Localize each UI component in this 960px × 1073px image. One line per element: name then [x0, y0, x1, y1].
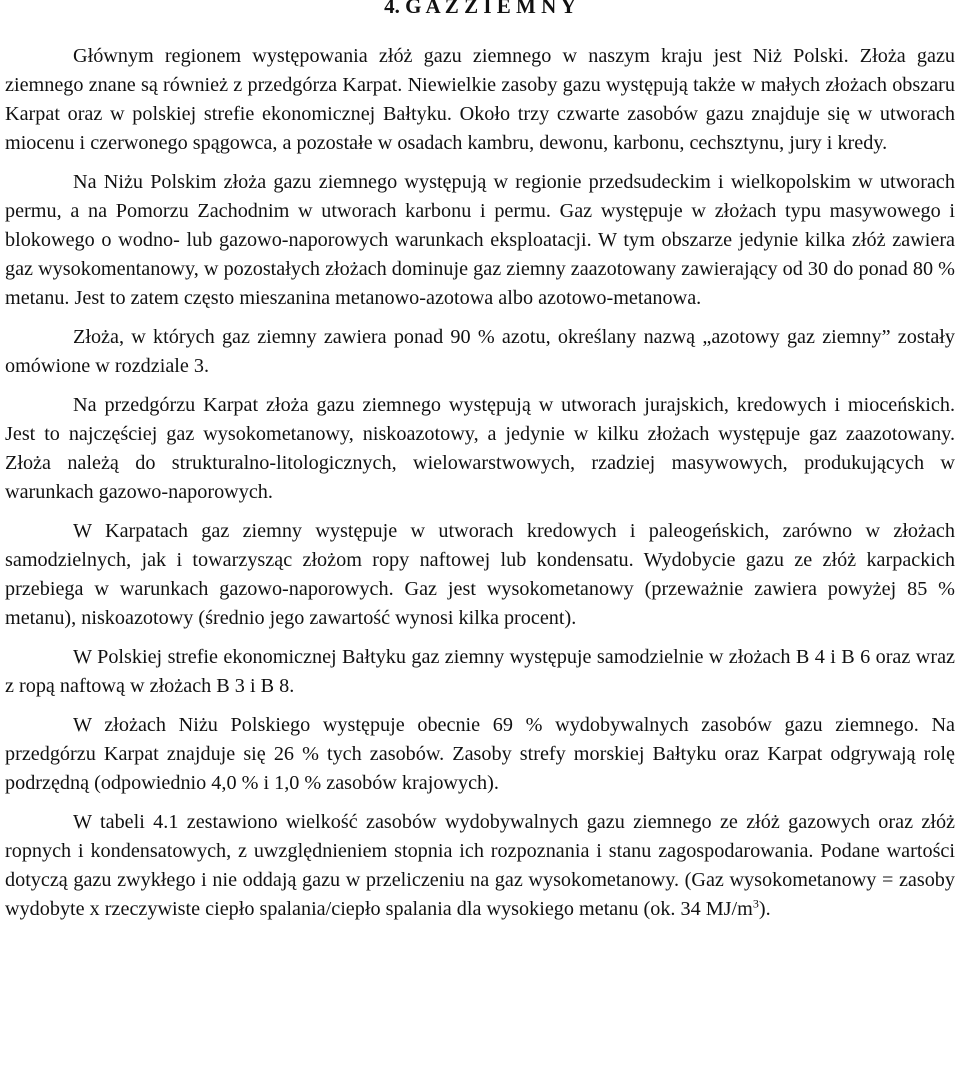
paragraph-7: W złożach Niżu Polskiego występuje obecnie 69 % wydobywalnych zasobów gazu ziemnego. Na przedgórzu Karpat znajduje się 26 % tych zasobów. Zasoby strefy morskiej Bałtyku oraz Karpat odgrywają rolę podrzędną (odpowiednio 4,0 % i 1,0 % zasobów krajowych).	[5, 714, 955, 794]
paragraph-8-suffix: ).	[758, 898, 771, 920]
paragraph-2: Na Niżu Polskim złoża gazu ziemnego występują w regionie przedsudeckim i wielkopolskim w utworach permu, a na Pomorzu Zachodnim w utworach karbonu i permu. Gaz występuje w złożach typu masywowego i blokowego o wodno- lub gazowo-naporowych warunkach eksploatacji. W tym obszarze jedynie kilka złóż zawiera gaz wysokomentanowy, w pozostałych złożach dominuje gaz ziemny zaazotowany zawierający od 30 do ponad 80 % metanu. Jest to zatem często mieszanina metanowo-azotowa albo azotowo-metanowa.	[5, 171, 955, 309]
paragraph-5: W Karpatach gaz ziemny występuje w utworach kredowych i paleogeńskich, zarówno w złożach samodzielnych, jak i towarzysząc złożom ropy naftowej lub kondensatu. Wydobycie gazu ze złóż karpackich przebiega w warunkach gazowo-naporowych. Gaz jest wysokometanowy (przeważnie zawiera powyżej 85 % metanu), niskoazotowy (średnio jego zawartość wynosi kilka procent).	[5, 520, 955, 629]
paragraph-4: Na przedgórzu Karpat złoża gazu ziemnego występują w utworach jurajskich, kredowych i mioceńskich. Jest to najczęściej gaz wysokometanowy, niskoazotowy, a jedynie w kilku złożach występuje gaz zaazotowany. Złoża należą do strukturalno-litologicznych, wielowarstwowych, rzadziej masywowych, produkujących w warunkach gazowo-naporowych.	[5, 394, 955, 503]
paragraph-8	[5, 808, 955, 924]
document-page	[5, 0, 955, 924]
paragraph-1: Głównym regionem występowania złóż gazu ziemnego w naszym kraju jest Niż Polski. Złoża gazu ziemnego znane są również z przedgórza Karpat. Niewielkie zasoby gazu występują także w małych złożach obszaru Karpat oraz w polskiej strefie ekonomicznej Bałtyku. Około trzy czwarte zasobów gazu znajduje się w utworach miocenu i czerwonego spągowca, a pozostałe w osadach kambru, dewonu, karbonu, cechsztynu, jury i kredy.	[5, 45, 955, 154]
paragraph-6: W Polskiej strefie ekonomicznej Bałtyku gaz ziemny występuje samodzielnie w złożach B 4 i B 6 oraz wraz z ropą naftową w złożach B 3 i B 8.	[5, 646, 955, 697]
superscript-exponent: 3	[752, 896, 759, 911]
section-title: 4. G A Z Z I E M N Y	[384, 0, 576, 18]
paragraph-8-text: W tabeli 4.1 zestawiono wielkość zasobów wydobywalnych gazu ziemnego ze złóż gazowych oraz złóż ropnych i kondensatowych, z uwzględnieniem stopnia ich rozpoznania i stanu zagospodarowania. Podane wartości dotyczą gazu zwykłego i nie oddają gazu w przeliczeniu na gaz wysokometanowy. (Gaz wysokometanowy = zasoby wydobyte x rzeczywiste ciepło spalania/ciepło spalania dla wysokiego metanu (ok. 34 MJ/m	[5, 811, 955, 920]
paragraph-3: Złoża, w których gaz ziemny zawiera ponad 90 % azotu, określany nazwą „azotowy gaz ziemny” zostały omówione w rozdziale 3.	[5, 326, 955, 377]
